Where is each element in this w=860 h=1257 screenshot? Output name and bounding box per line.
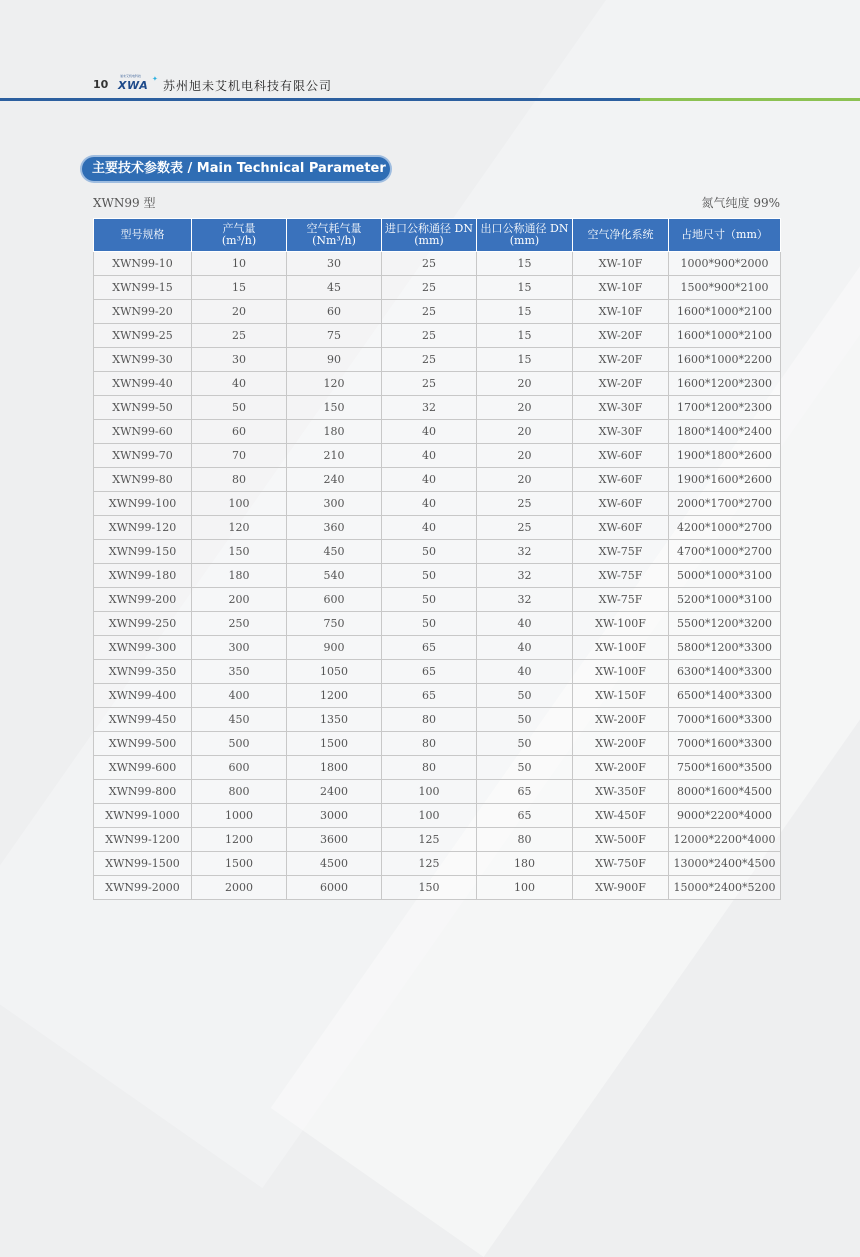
table-cell: XWN99-350	[94, 660, 192, 684]
table-cell: 5000*1000*3100	[669, 564, 781, 588]
column-header-unit: (Nm³/h)	[312, 234, 356, 247]
table-header-row	[94, 219, 781, 252]
table-cell: XW-450F	[573, 804, 669, 828]
table-cell: 80	[382, 708, 477, 732]
table-cell: 25	[382, 348, 477, 372]
table-row	[94, 348, 781, 372]
page-number: 10	[93, 78, 109, 91]
table-cell: XWN99-50	[94, 396, 192, 420]
table-cell: XWN99-600	[94, 756, 192, 780]
table-cell: 65	[382, 684, 477, 708]
table-cell: 20	[477, 372, 573, 396]
table-cell: 50	[477, 684, 573, 708]
table-cell: 600	[287, 588, 382, 612]
table-cell: 300	[287, 492, 382, 516]
table-cell: XWN99-100	[94, 492, 192, 516]
column-header	[287, 219, 382, 252]
table-cell: XWN99-25	[94, 324, 192, 348]
table-cell: 2000*1700*2700	[669, 492, 781, 516]
table-cell: XWN99-10	[94, 252, 192, 276]
table-cell: 20	[477, 420, 573, 444]
table-cell: 1600*1000*2100	[669, 300, 781, 324]
table-cell: 240	[287, 468, 382, 492]
table-cell: XW-75F	[573, 588, 669, 612]
table-cell: 120	[192, 516, 287, 540]
column-header-line1: 出口公称通径 DN	[480, 222, 569, 235]
table-cell: 400	[192, 684, 287, 708]
table-cell: 5500*1200*3200	[669, 612, 781, 636]
purity-label: 氮气纯度 99%	[701, 196, 780, 210]
table-cell: 5200*1000*3100	[669, 588, 781, 612]
table-cell: XWN99-400	[94, 684, 192, 708]
table-cell: XWN99-200	[94, 588, 192, 612]
table-cell: 10	[192, 252, 287, 276]
table-cell: 150	[382, 876, 477, 900]
parameter-table	[93, 218, 781, 900]
table-row	[94, 660, 781, 684]
column-header	[573, 219, 669, 252]
table-cell: 45	[287, 276, 382, 300]
table-cell: 32	[477, 588, 573, 612]
table-cell: 25	[382, 276, 477, 300]
table-cell: XWN99-1200	[94, 828, 192, 852]
table-cell: 25	[382, 324, 477, 348]
table-cell: XWN99-70	[94, 444, 192, 468]
table-cell: 125	[382, 828, 477, 852]
column-header-unit: (m³/h)	[221, 234, 257, 247]
table-cell: 20	[477, 468, 573, 492]
table-cell: XW-30F	[573, 420, 669, 444]
table-cell: 60	[192, 420, 287, 444]
table-cell: 360	[287, 516, 382, 540]
column-header	[477, 219, 573, 252]
table-cell: 1050	[287, 660, 382, 684]
table-cell: 80	[382, 732, 477, 756]
column-header-line1: 空气耗气量	[306, 222, 362, 235]
table-cell: 15	[477, 324, 573, 348]
table-cell: XWN99-150	[94, 540, 192, 564]
table-cell: XW-100F	[573, 636, 669, 660]
table-cell: XW-75F	[573, 540, 669, 564]
table-cell: 1500	[192, 852, 287, 876]
table-cell: XW-200F	[573, 756, 669, 780]
table-cell: 180	[287, 420, 382, 444]
table-cell: 75	[287, 324, 382, 348]
table-cell: 350	[192, 660, 287, 684]
table-cell: XW-750F	[573, 852, 669, 876]
table-cell: 4700*1000*2700	[669, 540, 781, 564]
column-header-unit: (mm)	[414, 234, 444, 247]
table-cell: 25	[192, 324, 287, 348]
table-cell: 30	[192, 348, 287, 372]
table-cell: XW-60F	[573, 468, 669, 492]
table-cell: 180	[477, 852, 573, 876]
table-cell: XW-10F	[573, 276, 669, 300]
table-cell: 32	[477, 564, 573, 588]
table-cell: XWN99-2000	[94, 876, 192, 900]
company-name: 苏州旭未艾机电科技有限公司	[163, 79, 333, 93]
table-cell: 450	[287, 540, 382, 564]
table-cell: XW-10F	[573, 252, 669, 276]
table-cell: 15	[477, 300, 573, 324]
table-cell: 210	[287, 444, 382, 468]
table-cell: XW-100F	[573, 612, 669, 636]
table-cell: 200	[192, 588, 287, 612]
logo-text: XWA	[118, 79, 149, 92]
table-cell: XWN99-15	[94, 276, 192, 300]
table-cell: XWN99-300	[94, 636, 192, 660]
table-row	[94, 372, 781, 396]
table-cell: XWN99-60	[94, 420, 192, 444]
table-row	[94, 540, 781, 564]
column-header	[192, 219, 287, 252]
table-cell: 50	[477, 708, 573, 732]
column-header-line1: 进口公称通径 DN	[385, 222, 473, 235]
table-cell: 40	[477, 612, 573, 636]
table-cell: 120	[287, 372, 382, 396]
table-row	[94, 828, 781, 852]
table-cell: 40	[382, 444, 477, 468]
table-cell: 100	[192, 492, 287, 516]
table-cell: 1700*1200*2300	[669, 396, 781, 420]
table-cell: 1500	[287, 732, 382, 756]
table-row	[94, 876, 781, 900]
table-cell: XW-900F	[573, 876, 669, 900]
table-cell: 4500	[287, 852, 382, 876]
table-cell: 1600*1200*2300	[669, 372, 781, 396]
table-cell: 125	[382, 852, 477, 876]
column-header-line1: 空气净化系统	[587, 228, 654, 241]
table-row	[94, 588, 781, 612]
table-cell: 80	[477, 828, 573, 852]
table-cell: 8000*1600*4500	[669, 780, 781, 804]
table-cell: XWN99-30	[94, 348, 192, 372]
table-cell: 60	[287, 300, 382, 324]
table-cell: 50	[477, 732, 573, 756]
table-cell: 12000*2200*4000	[669, 828, 781, 852]
column-header-line1: 型号规格	[120, 228, 165, 241]
table-cell: 800	[192, 780, 287, 804]
table-row	[94, 804, 781, 828]
table-cell: 50	[382, 540, 477, 564]
table-cell: 32	[382, 396, 477, 420]
column-header	[669, 219, 781, 252]
table-cell: 1350	[287, 708, 382, 732]
table-cell: 30	[287, 252, 382, 276]
table-row	[94, 252, 781, 276]
table-row	[94, 324, 781, 348]
table-row	[94, 396, 781, 420]
table-row	[94, 276, 781, 300]
table-cell: 100	[382, 780, 477, 804]
table-cell: 40	[382, 468, 477, 492]
table-cell: 70	[192, 444, 287, 468]
table-cell: 50	[382, 564, 477, 588]
table-cell: 80	[382, 756, 477, 780]
table-row	[94, 636, 781, 660]
column-header-line1: 占地尺寸（mm）	[681, 228, 768, 241]
table-cell: 50	[477, 756, 573, 780]
logo-star-icon: ✦	[152, 75, 158, 83]
table-cell: 40	[477, 636, 573, 660]
table-cell: 1500*900*2100	[669, 276, 781, 300]
table-cell: XW-75F	[573, 564, 669, 588]
table-cell: 40	[382, 420, 477, 444]
table-row	[94, 420, 781, 444]
table-row	[94, 732, 781, 756]
table-cell: 4200*1000*2700	[669, 516, 781, 540]
table-cell: XWN99-20	[94, 300, 192, 324]
table-cell: 7000*1600*3300	[669, 708, 781, 732]
model-label: XWN99 型	[93, 196, 156, 210]
table-cell: 15000*2400*5200	[669, 876, 781, 900]
table-cell: XW-350F	[573, 780, 669, 804]
table-row	[94, 708, 781, 732]
table-cell: 20	[192, 300, 287, 324]
table-cell: XWN99-120	[94, 516, 192, 540]
table-cell: 7000*1600*3300	[669, 732, 781, 756]
table-cell: 25	[477, 492, 573, 516]
table-row	[94, 684, 781, 708]
table-cell: 250	[192, 612, 287, 636]
table-cell: XWN99-40	[94, 372, 192, 396]
table-cell: XW-60F	[573, 492, 669, 516]
table-cell: 750	[287, 612, 382, 636]
column-header-line1: 产气量	[222, 222, 256, 235]
table-row	[94, 756, 781, 780]
page-header	[0, 70, 860, 100]
table-cell: 50	[382, 588, 477, 612]
table-cell: 25	[382, 252, 477, 276]
table-cell: 25	[477, 516, 573, 540]
table-cell: 20	[477, 396, 573, 420]
table-row	[94, 444, 781, 468]
table-row	[94, 492, 781, 516]
table-cell: 6300*1400*3300	[669, 660, 781, 684]
table-cell: XW-30F	[573, 396, 669, 420]
table-cell: 1000*900*2000	[669, 252, 781, 276]
table-cell: XW-200F	[573, 708, 669, 732]
table-cell: XW-150F	[573, 684, 669, 708]
table-cell: XW-200F	[573, 732, 669, 756]
table-cell: 3000	[287, 804, 382, 828]
column-header	[382, 219, 477, 252]
table-cell: 1800	[287, 756, 382, 780]
table-cell: 40	[192, 372, 287, 396]
section-title: 主要技术参数表 / Main Technical Parameter	[82, 157, 390, 181]
table-cell: 15	[192, 276, 287, 300]
table-cell: XW-500F	[573, 828, 669, 852]
table-row	[94, 468, 781, 492]
logo-tagline: 旭未艾机电科技	[120, 74, 142, 78]
table-cell: XWN99-250	[94, 612, 192, 636]
header-rule-blue	[0, 98, 640, 101]
table-cell: 15	[477, 348, 573, 372]
company-logo	[118, 74, 158, 92]
table-cell: 65	[477, 780, 573, 804]
table-cell: XW-20F	[573, 324, 669, 348]
table-cell: 15	[477, 252, 573, 276]
table-cell: XWN99-800	[94, 780, 192, 804]
table-cell: 900	[287, 636, 382, 660]
table-cell: 100	[382, 804, 477, 828]
table-cell: 7500*1600*3500	[669, 756, 781, 780]
header-rule-green	[640, 98, 860, 101]
table-cell: 90	[287, 348, 382, 372]
table-cell: 6000	[287, 876, 382, 900]
table-row	[94, 852, 781, 876]
table-cell: 25	[382, 300, 477, 324]
table-cell: 540	[287, 564, 382, 588]
table-cell: 150	[192, 540, 287, 564]
table-row	[94, 612, 781, 636]
table-cell: 500	[192, 732, 287, 756]
table-cell: 180	[192, 564, 287, 588]
table-cell: XW-60F	[573, 444, 669, 468]
table-cell: XWN99-500	[94, 732, 192, 756]
table-cell: 300	[192, 636, 287, 660]
table-cell: XW-10F	[573, 300, 669, 324]
table-row	[94, 780, 781, 804]
table-row	[94, 564, 781, 588]
table-cell: 9000*2200*4000	[669, 804, 781, 828]
column-header	[94, 219, 192, 252]
table-cell: 32	[477, 540, 573, 564]
table-cell: XW-100F	[573, 660, 669, 684]
table-cell: 50	[192, 396, 287, 420]
table-cell: 40	[477, 660, 573, 684]
table-cell: 100	[477, 876, 573, 900]
table-cell: 150	[287, 396, 382, 420]
table-cell: 2400	[287, 780, 382, 804]
table-cell: 50	[382, 612, 477, 636]
column-header-unit: (mm)	[509, 234, 540, 247]
table-cell: 65	[477, 804, 573, 828]
table-cell: 600	[192, 756, 287, 780]
table-cell: XW-20F	[573, 372, 669, 396]
table-cell: 5800*1200*3300	[669, 636, 781, 660]
table-cell: 40	[382, 516, 477, 540]
table-cell: 15	[477, 276, 573, 300]
table-cell: XWN99-1000	[94, 804, 192, 828]
table-cell: 450	[192, 708, 287, 732]
table-cell: 13000*2400*4500	[669, 852, 781, 876]
table-cell: 1000	[192, 804, 287, 828]
table-cell: 6500*1400*3300	[669, 684, 781, 708]
table-cell: 1900*1600*2600	[669, 468, 781, 492]
table-cell: 25	[382, 372, 477, 396]
table-body	[94, 252, 781, 900]
table-cell: 1600*1000*2100	[669, 324, 781, 348]
table-row	[94, 300, 781, 324]
table-row	[94, 516, 781, 540]
table-cell: 2000	[192, 876, 287, 900]
table-cell: 65	[382, 636, 477, 660]
table-cell: XWN99-1500	[94, 852, 192, 876]
table-cell: XWN99-80	[94, 468, 192, 492]
table-cell: 1900*1800*2600	[669, 444, 781, 468]
table-cell: XWN99-450	[94, 708, 192, 732]
table-cell: XW-20F	[573, 348, 669, 372]
table-cell: 1200	[287, 684, 382, 708]
table-cell: XW-60F	[573, 516, 669, 540]
table-cell: XWN99-180	[94, 564, 192, 588]
table-cell: 80	[192, 468, 287, 492]
table-cell: 65	[382, 660, 477, 684]
table-cell: 1800*1400*2400	[669, 420, 781, 444]
table-cell: 3600	[287, 828, 382, 852]
table-cell: 1600*1000*2200	[669, 348, 781, 372]
table-cell: 20	[477, 444, 573, 468]
table-cell: 40	[382, 492, 477, 516]
table-cell: 1200	[192, 828, 287, 852]
